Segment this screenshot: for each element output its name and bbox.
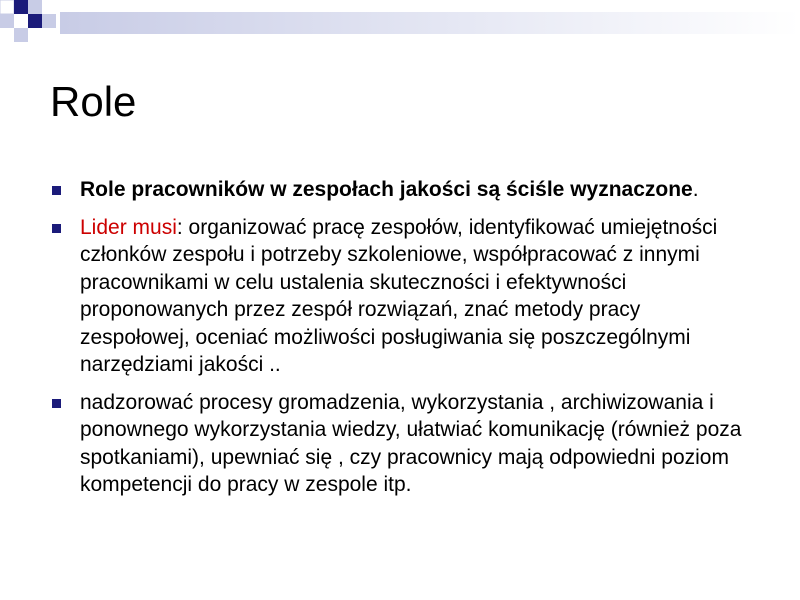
bullet-item bbox=[50, 176, 750, 204]
bullet-item bbox=[50, 389, 750, 499]
slide-title: Role bbox=[50, 78, 137, 125]
decor-square bbox=[14, 28, 28, 42]
decor-square bbox=[42, 14, 56, 28]
bullet-item bbox=[50, 214, 750, 379]
decor-square bbox=[42, 0, 56, 14]
decor-square bbox=[0, 0, 14, 14]
bullet-suffix: . bbox=[692, 178, 699, 201]
decor-square bbox=[28, 28, 42, 42]
bullet-list bbox=[50, 176, 750, 509]
decor-square bbox=[28, 14, 42, 28]
bullet-lead: Lider musi bbox=[80, 215, 177, 239]
bullet-text: Role pracowników w zespołach jakości są ściśle wyznaczone bbox=[80, 178, 693, 201]
decor-square bbox=[14, 14, 28, 28]
bullet-text: : organizować pracę zespołów, identyfikować umiejętności członków zespołu i potrzeby szkoleniowe, współpracować z innymi pracownikami w celu ustalenia skuteczności i efektywności proponowanych przez zespół rozwiązań, znać metody pracy zespołowej, oceniać możliwości posługiwania się poszczególnymi narzędziami jakości .. bbox=[80, 215, 718, 376]
square-bullet-icon bbox=[52, 186, 61, 195]
square-bullet-icon bbox=[52, 224, 61, 233]
decorative-top-band bbox=[0, 0, 800, 50]
decor-square bbox=[0, 14, 14, 28]
decor-square bbox=[28, 0, 42, 14]
bullet-text: nadzorować procesy gromadzenia, wykorzystania , archiwizowania i ponownego wykorzystania wiedzy, ułatwiać komunikację (również poza spotkaniami), upewniać się , czy pracownicy mają odpowiedni poziom kompetencji do pracy w zespole itp. bbox=[80, 390, 742, 496]
gradient-band bbox=[60, 12, 800, 34]
square-bullet-icon bbox=[52, 399, 61, 408]
decor-square bbox=[14, 0, 28, 14]
